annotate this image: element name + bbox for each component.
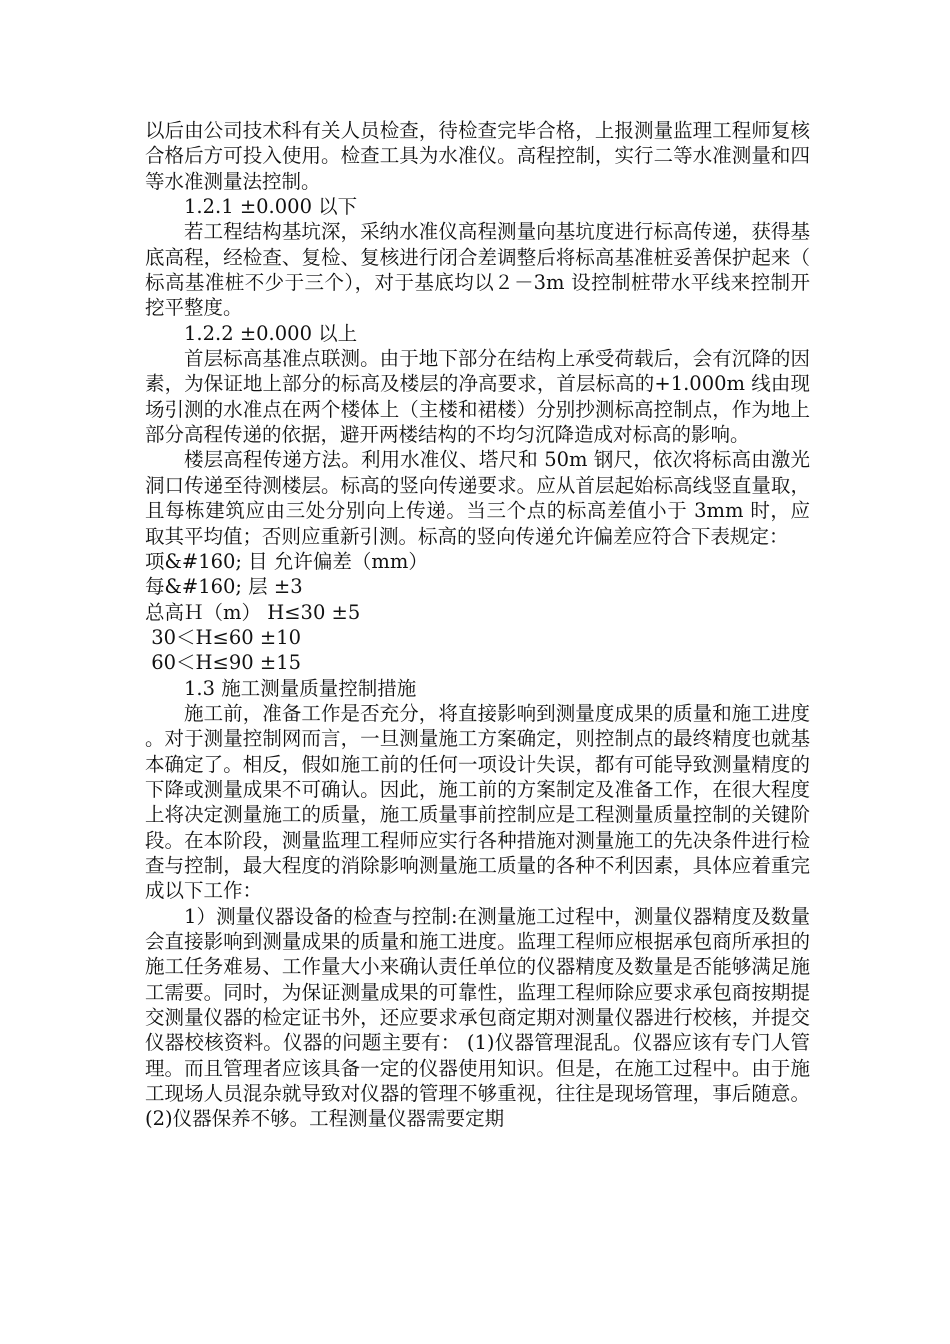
section-heading-1-2-2: 1.2.2 ±0.000 以上	[184, 321, 358, 345]
table-row-total-height-60: 30＜H≤60 ±10	[145, 625, 302, 649]
paragraph-floor-elevation-transfer: 楼层高程传递方法。利用水准仪、塔尺和 50m 钢尺，依次将标高由激光洞口传递至待测楼层。标高的竖向传递要求。应从首层起始标高线竖直量取，且每栋建筑应由三处分别向上传递。当三个点的标高差值小于 3mm 时，应取其平均值；否则应重新引测。标高的竖向传递允许偏差应符合下表规定：	[145, 448, 810, 548]
paragraph-first-floor-benchmark: 首层标高基准点联测。由于地下部分在结构上承受荷载后，会有沉降的因素，为保证地上部分的标高及楼层的净高要求，首层标高的+1.000m 线由现场引测的水准点在两个楼体上（主楼和裙楼）分别抄测标高控制点，作为地上部分高程传递的依据，避开两楼结构的不均匀沉降造成对标高的影响。	[145, 347, 810, 447]
section-heading-1-2-1: 1.2.1 ±0.000 以下	[184, 195, 358, 219]
paragraph-instrument-control: 1）测量仪器设备的检查与控制:在测量施工过程中，测量仪器精度及数量会直接影响到测量成果的质量和施工进度。监理工程师应根据承包商所承担的施工任务难易、工作量大小来确认责任单位的仪器精度及数量是否能够满足施工需要。同时，为保证测量成果的可靠性，监理工程师除应要求承包商按期提交测量仪器的检定证书外，还应要求承包商定期对测量仪器进行校核，并提交仪器校核资料。仪器的问题主要有： (1)仪器管理混乱。仪器应该有专门人管理。而且管理者应该具备一定的仪器使用知识。但是，在施工过程中。由于施工现场人员混杂就导致对仪器的管理不够重视，往往是现场管理，事后随意。(2)仪器保养不够。工程测量仪器需要定期	[145, 904, 810, 1131]
table-row-total-height-30: 总高Ｈ（m） H≤30 ±5	[145, 600, 361, 624]
table-header-row: 项&#160; 目 允许偏差（mm）	[145, 549, 428, 573]
section-heading-1-3: 1.3 施工测量质量控制措施	[184, 676, 417, 700]
paragraph-continued: 以后由公司技术科有关人员检查，待检查完毕合格，上报测量监理工程师复核合格后方可投入使用。检查工具为水准仪。高程控制，实行二等水准测量和四等水准测量法控制。	[145, 119, 810, 193]
paragraph-preparation: 施工前，准备工作是否充分，将直接影响到测量度成果的质量和施工进度。对于测量控制网而言，一旦测量施工方案确定，则控制点的最终精度也就基本确定了。相反，假如施工前的任何一项设计失误，都有可能导致测量精度的下降或测量成果不可确认。因此，施工前的方案制定及准备工作，在很大程度上将决定测量施工的质量，施工质量事前控制应是工程测量质量控制的关键阶段。在本阶段，测量监理工程师应实行各种措施对测量施工的先决条件进行检查与控制，最大程度的消除影响测量施工质量的各种不利因素，具体应着重完成以下工作：	[145, 701, 810, 903]
paragraph-below-zero: 若工程结构基坑深，采纳水准仪高程测量向基坑度进行标高传递，获得基底高程，经检查、复检、复核进行闭合差调整后将标高基准桩妥善保护起来（标高基准桩不少于三个），对于基底均以２－3m 设控制桩带水平线来控制开挖平整度。	[145, 220, 810, 320]
table-row-per-floor: 每&#160; 层 ±3	[145, 575, 303, 599]
document-body	[145, 118, 810, 1132]
table-row-total-height-90: 60＜H≤90 ±15	[145, 651, 302, 675]
tolerance-table	[145, 549, 810, 676]
